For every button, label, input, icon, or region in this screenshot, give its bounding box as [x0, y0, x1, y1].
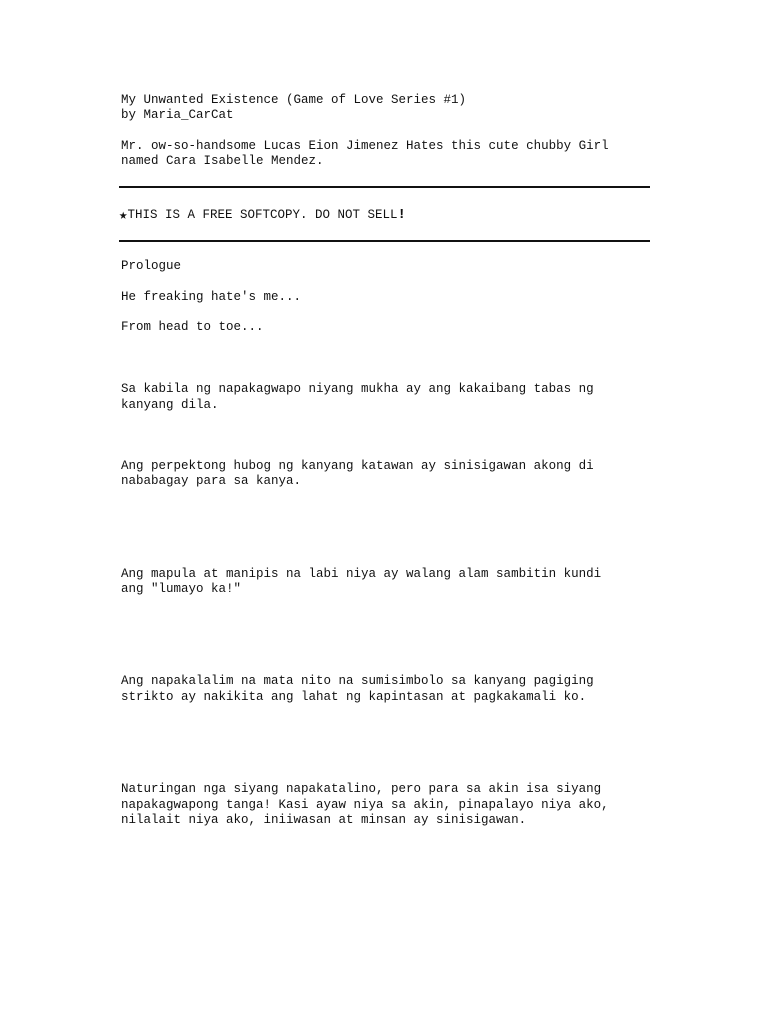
paragraph-6-line-1: Ang napakalalim na mata nito na sumisimbolo sa kanyang pagiging: [121, 674, 594, 688]
top-divider: [119, 186, 650, 188]
document-title: My Unwanted Existence (Game of Love Series #1): [121, 93, 467, 107]
paragraph-6-line-2: strikto ay nakikita ang lahat ng kapintasan at pagkakamali ko.: [121, 690, 587, 704]
paragraph-4-line-2: nababagay para sa kanya.: [121, 474, 302, 488]
paragraph-7-line-3: nilalait niya ako, iniiwasan at minsan ay sinisigawan.: [121, 813, 527, 827]
paragraph-4-line-1: Ang perpektong hubog ng kanyang katawan ay sinisigawan akong di: [121, 459, 594, 473]
free-softcopy-notice: [119, 207, 406, 224]
paragraph-3-line-2: kanyang dila.: [121, 398, 219, 412]
prologue-heading: Prologue: [121, 259, 182, 273]
paragraph-1: He freaking hate's me...: [121, 290, 302, 304]
document-author: by Maria_CarCat: [121, 108, 234, 122]
paragraph-3-line-1: Sa kabila ng napakagwapo niyang mukha ay ang kakaibang tabas ng: [121, 382, 594, 396]
notice-text: THIS IS A FREE SOFTCOPY. DO NOT SELL: [127, 208, 398, 222]
bottom-divider: [119, 240, 650, 242]
paragraph-7-line-2: napakagwapong tanga! Kasi ayaw niya sa akin, pinapalayo niya ako,: [121, 798, 609, 812]
paragraph-2: From head to toe...: [121, 320, 264, 334]
blurb-line-1: Mr. ow-so-handsome Lucas Eion Jimenez Hates this cute chubby Girl: [121, 139, 609, 153]
paragraph-5-line-2: ang "lumayo ka!": [121, 582, 242, 596]
notice-emphasis: !: [397, 207, 406, 223]
paragraph-5-line-1: Ang mapula at manipis na labi niya ay walang alam sambitin kundi: [121, 567, 602, 581]
star-icon: ★: [119, 208, 128, 224]
paragraph-7-line-1: Naturingan nga siyang napakatalino, pero para sa akin isa siyang: [121, 782, 602, 796]
blurb-line-2: named Cara Isabelle Mendez.: [121, 154, 324, 168]
